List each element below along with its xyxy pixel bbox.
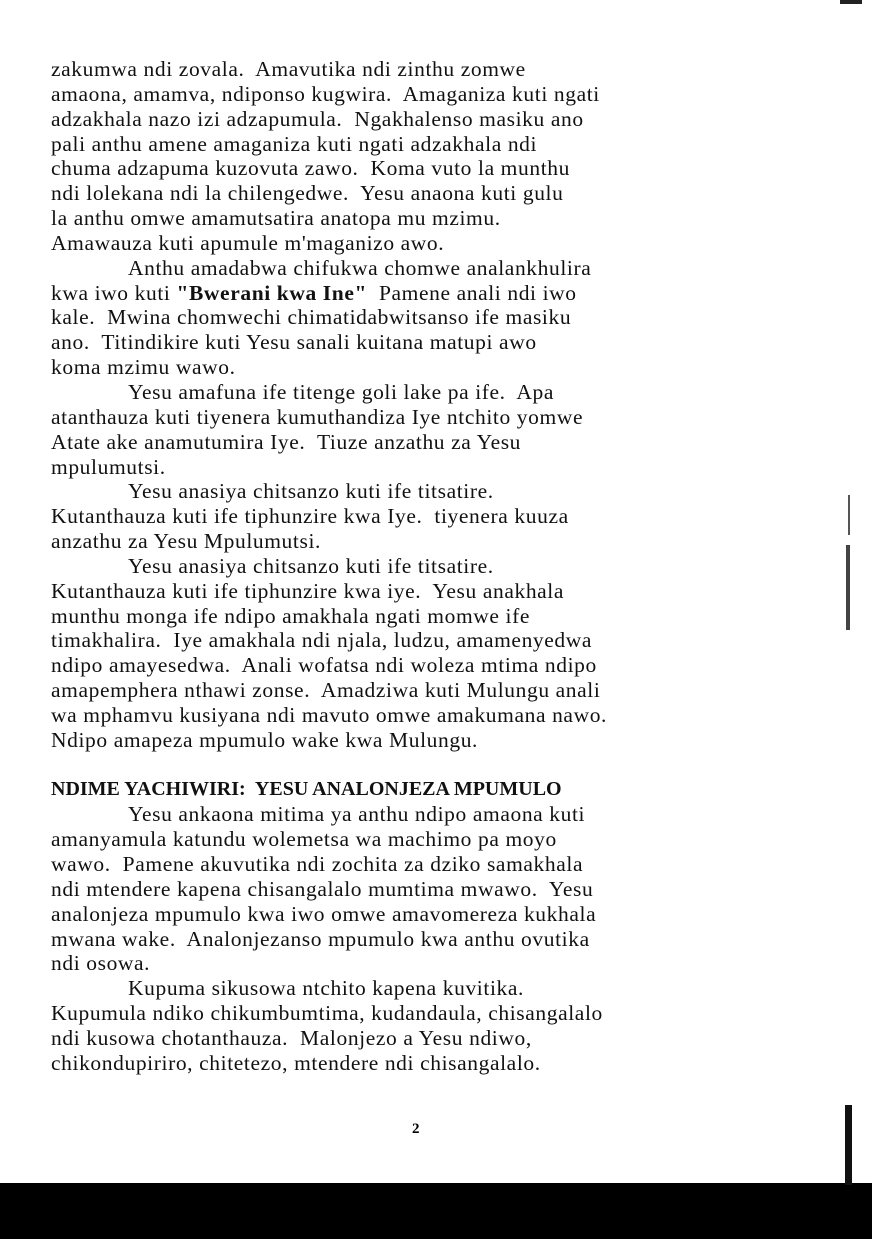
text-line: amanyamula katundu wolemetsa wa machimo pa moyo <box>51 827 557 852</box>
text-segment: Pamene anali ndi iwo <box>367 280 577 305</box>
paragraph <box>51 802 811 976</box>
text-line: analonjeza mpumulo kwa iwo omwe amavomereza kukhala <box>51 901 597 926</box>
text-line: Ndipo amapeza mpumulo wake kwa Mulungu. <box>51 727 479 752</box>
text-line: Yesu ankaona mitima ya anthu ndipo amaona kuti <box>128 802 586 827</box>
text-line: ndi osowa. <box>51 951 151 976</box>
text-line: Atate ake anamutumira Iye. Tiuze anzathu za Yesu <box>51 429 522 454</box>
scan-mark-top-right <box>840 0 862 4</box>
text-line: ano. Titindikire kuti Yesu sanali kuitana matupi awo <box>51 330 537 355</box>
text-line: Anthu amadabwa chifukwa chomwe analankhulira <box>128 255 592 280</box>
text-line: amapemphera nthawi zonse. Amadziwa kuti Mulungu anali <box>51 678 601 703</box>
text-line: chuma adzapuma kuzovuta zawo. Koma vuto la munthu <box>51 156 570 181</box>
paragraph <box>51 479 811 554</box>
text-line: Yesu anasiya chitsanzo kuti ife titsatire. <box>128 479 494 504</box>
text-line <box>51 281 811 306</box>
scan-mark-right-1 <box>848 495 850 535</box>
paragraph <box>51 380 811 479</box>
text-line: amaona, amamva, ndiponso kugwira. Amaganiza kuti ngati <box>51 81 600 106</box>
text-line: wawo. Pamene akuvutika ndi zochita za dziko samakhala <box>51 852 584 876</box>
text-line: chikondupiriro, chitetezo, mtendere ndi chisangalalo. <box>51 1050 541 1075</box>
scan-border-bottom <box>0 1183 872 1239</box>
bold-quote: "Bwerani kwa Ine" <box>176 280 368 305</box>
text-line: mpulumutsi. <box>51 454 166 479</box>
text-line: timakhalira. Iye amakhala ndi njala, ludzu, amamenyedwa <box>51 628 593 653</box>
paragraph <box>51 554 811 753</box>
text-line: koma mzimu wawo. <box>51 355 236 380</box>
section-heading: NDIME YACHIWIRI: YESU ANALONJEZA MPUMULO <box>51 778 562 801</box>
text-line: adzakhala nazo izi adzapumula. Ngakhalenso masiku ano <box>51 106 584 131</box>
paragraph <box>51 57 811 256</box>
page-number: 2 <box>412 1121 420 1137</box>
text-line: ndi kusowa chotanthauza. Malonjezo a Yesu ndiwo, <box>51 1025 532 1050</box>
scan-mark-right-3 <box>845 1105 852 1185</box>
text-line: Yesu anasiya chitsanzo kuti ife titsatire. <box>128 553 494 578</box>
text-line: Kutanthauza kuti ife tiphunzire kwa Iye. tiyenera kuuza <box>51 504 569 529</box>
text-line: ndipo amayesedwa. Anali wofatsa ndi woleza mtima ndipo <box>51 653 597 678</box>
paragraph <box>51 256 811 380</box>
text-line: mwana wake. Analonjezanso mpumulo kwa anthu ovutika <box>51 926 590 951</box>
text-segment: kwa iwo kuti <box>51 280 177 305</box>
text-line: wa mphamvu kusiyana ndi mavuto omwe amakumana nawo. <box>51 702 608 727</box>
text-line: munthu monga ife ndipo amakhala ngati momwe ife <box>51 603 530 628</box>
text-line: kale. Mwina chomwechi chimatidabwitsanso ife masiku <box>51 305 572 330</box>
text-line: ndi lolekana ndi la chilengedwe. Yesu anaona kuti gulu <box>51 181 564 206</box>
scan-mark-right-2 <box>846 545 850 630</box>
text-line: la anthu omwe amamutsatira anatopa mu mzimu. <box>51 206 501 231</box>
text-line: Amawauza kuti apumule m'maganizo awo. <box>51 230 445 255</box>
page-body <box>51 57 811 1076</box>
text-line: ndi mtendere kapena chisangalalo mumtima mwawo. Yesu <box>51 876 594 901</box>
text-line: Yesu amafuna ife titenge goli lake pa ife. Apa <box>128 379 555 404</box>
text-line: Kupuma sikusowa ntchito kapena kuvitika. <box>128 976 524 1001</box>
text-line: Kupumula ndiko chikumbumtima, kudandaula, chisangalalo <box>51 1001 603 1026</box>
text-line: zakumwa ndi zovala. Amavutika ndi zinthu zomwe <box>51 57 526 81</box>
text-line: Kutanthauza kuti ife tiphunzire kwa iye. Yesu anakhala <box>51 578 565 603</box>
text-line: atanthauza kuti tiyenera kumuthandiza Iye ntchito yomwe <box>51 404 584 429</box>
text-line: anzathu za Yesu Mpulumutsi. <box>51 529 322 554</box>
paragraph <box>51 976 811 1075</box>
spacer <box>51 753 811 778</box>
text-line: pali anthu amene amaganiza kuti ngati adzakhala ndi <box>51 131 538 156</box>
